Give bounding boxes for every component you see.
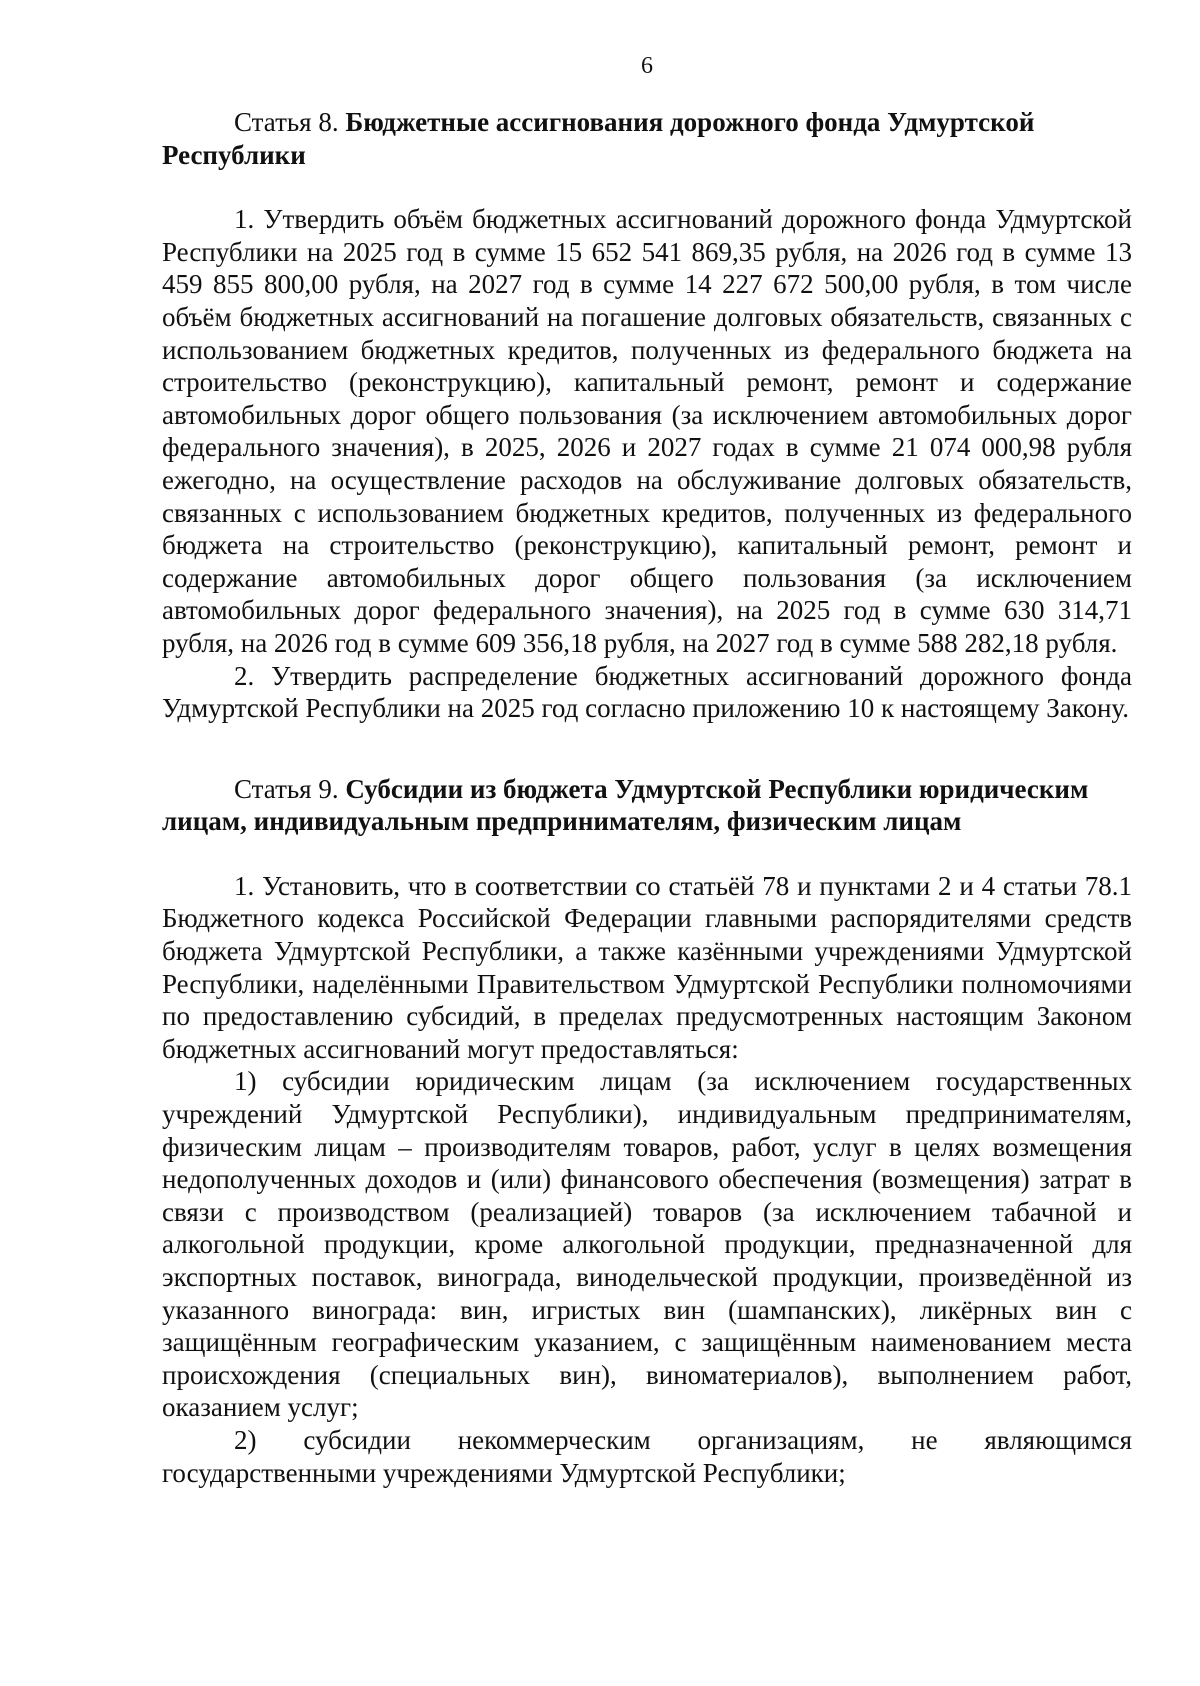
article-8-paragraph-2: 2. Утвердить распределение бюджетных ассигнований дорожного фонда Удмуртской Республики на 2025 год согласно приложению 10 к настоящему Закону.	[162, 660, 1132, 724]
page-number: 6	[641, 53, 653, 79]
article-9-item-2: 2) субсидии некоммерческим организациям, не являющимся государственными учреждениями Удмуртской Республики;	[162, 1424, 1132, 1488]
spacer	[162, 725, 1132, 773]
article-9-label: Статья 9.	[234, 773, 339, 804]
article-8-heading	[162, 106, 1132, 171]
article-9-item-1: 1) субсидии юридическим лицам (за исключением государственных учреждений Удмуртской Республики), индивидуальным предпринимателям, физическим лицам – производителям товаров, работ, услуг в целях возмещения недополученных доходов и (или) финансового обеспечения (возмещения) затрат в связи с производством (реализацией) товаров (за исключением табачной и алкогольной продукции, кроме алкогольной продукции, предназначенной для экспортных поставок, винограда, винодельческой продукции, произведённой из указанного винограда: вин, игристых вин (шампанских), ликёрных вин с защищённым географическим указанием, с защищённым наименованием места происхождения (специальных вин), виноматериалов), выполнением работ, оказанием услуг;	[162, 1066, 1132, 1423]
article-9-paragraph-1: 1. Установить, что в соответствии со статьёй 78 и пунктами 2 и 4 статьи 78.1 Бюджетного кодекса Российской Федерации главными распорядителями средств бюджета Удмуртской Республики, а также казёнными учреждениями Удмуртской Республики, наделёнными Правительством Удмуртской Республики полномочиями по предоставлению субсидий, в пределах предусмотренных настоящим Законом бюджетных ассигнований могут предоставляться:	[162, 870, 1132, 1064]
article-9-title: Субсидии из бюджета Удмуртской Республики юридическим лицам, индивидуальным предпринимателям, физическим лицам	[162, 773, 1089, 837]
spacer	[162, 838, 1132, 870]
document-body	[162, 106, 1132, 1489]
article-8-label: Статья 8.	[234, 107, 339, 137]
article-9-heading	[162, 773, 1132, 838]
article-8-paragraph-1: 1. Утвердить объём бюджетных ассигнований дорожного фонда Удмуртской Республики на 2025 год в сумме 15 652 541 869,35 рубля, на 2026 год в сумме 13 459 855 800,00 рубля, на 2027 год в сумме 14 227 672 500,00 рубля, в том числе объём бюджетных ассигнований на погашение долговых обязательств, связанных с использованием бюджетных кредитов, полученных из федерального бюджета на строительство (реконструкцию), капитальный ремонт, ремонт и содержание автомобильных дорог общего пользования (за исключением автомобильных дорог федерального значения), в 2025, 2026 и 2027 годах в сумме 21 074 000,98 рубля ежегодно, на осуществление расходов на обслуживание долговых обязательств, связанных с использованием бюджетных кредитов, полученных из федерального бюджета на строительство (реконструкцию), капитальный ремонт, ремонт и содержание автомобильных дорог общего пользования (за исключением автомобильных дорог федерального значения), на 2025 год в сумме 630 314,71 рубля, на 2026 год в сумме 609 356,18 рубля, на 2027 год в сумме 588 282,18 рубля.	[162, 204, 1132, 658]
article-8-title: Бюджетные ассигнования дорожного фонда Удмуртской Республики	[162, 107, 1035, 170]
article-8	[162, 106, 1132, 725]
article-9	[162, 773, 1132, 1489]
spacer	[162, 171, 1132, 203]
